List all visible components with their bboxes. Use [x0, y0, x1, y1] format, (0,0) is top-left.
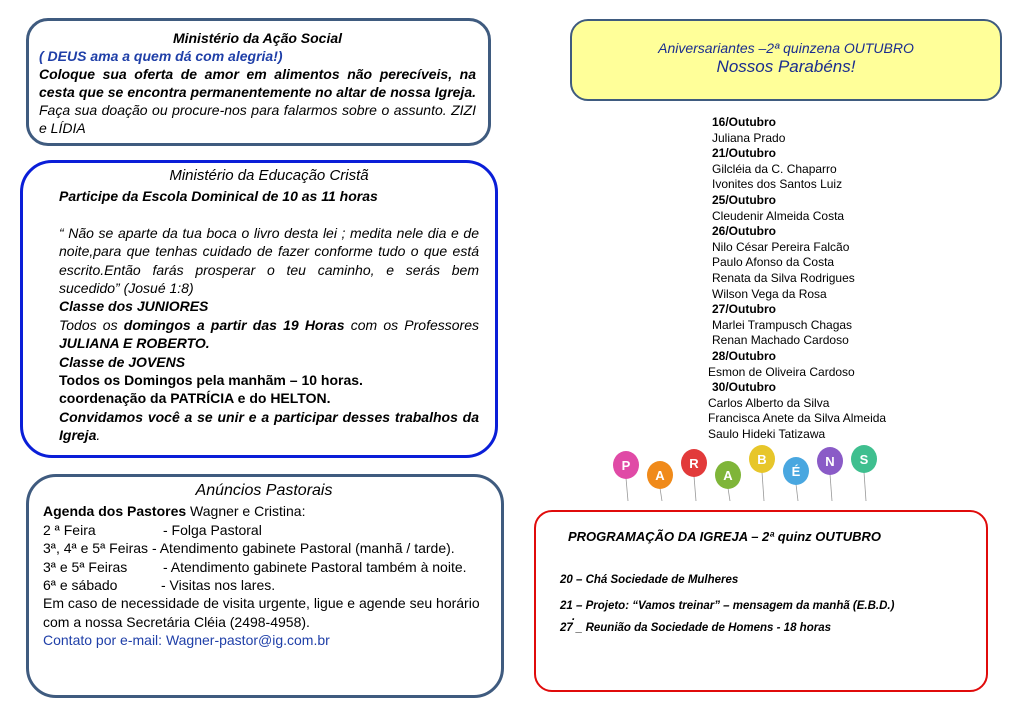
youth-title: Classe de JOVENS	[59, 353, 186, 370]
balloon-letter: B	[757, 452, 767, 467]
birthday-name: Juliana Prado	[712, 130, 786, 145]
balloon	[715, 461, 741, 501]
balloon	[613, 451, 639, 501]
program-item: 21 – Projeto: “Vamos treinar” – mensagem da manhã (E.B.D.)	[560, 600, 895, 612]
agenda-item: 3ª e 5ª Feiras - Atendimento gabinete Pastoral também à noite.	[43, 558, 467, 575]
juniors-schedule: Todos os domingos a partir das 19 Horas com os Professores JULIANA E ROBERTO.	[59, 316, 479, 352]
invite-text: Convidamos você a se unir e a participar desses trabalhos da Igreja.	[59, 408, 479, 444]
balloon	[749, 445, 775, 501]
birthday-name: Nilo César Pereira Falcão	[712, 239, 850, 254]
agenda-item: 6ª e sábado - Visitas nos lares.	[43, 577, 276, 594]
birthday-date: 26/Outubro	[712, 224, 777, 239]
congratulations-text: Nossos Parabéns!	[716, 57, 856, 76]
birthday-date: 21/Outubro	[712, 146, 777, 161]
balloon-letter: A	[723, 468, 733, 483]
birthday-list	[706, 115, 886, 442]
social-subtitle: ( DEUS ama a quem dá com alegria!)	[39, 48, 283, 64]
birthday-name: Wilson Vega da Rosa	[712, 286, 827, 301]
education-title: Ministério da Educação Cristã	[169, 167, 369, 184]
birthday-name: Paulo Afonso da Costa	[712, 255, 835, 270]
balloon-letter: P	[621, 458, 631, 473]
balloons-banner	[612, 445, 884, 501]
agenda-item: 2 ª Feira - Folga Pastoral	[43, 521, 262, 538]
birthday-name: Francisca Anete da Silva Almeida	[708, 411, 887, 426]
birthdays-heading: Aniversariantes –2ª quinzena OUTUBRO	[658, 40, 914, 56]
balloon-letter: S	[859, 452, 869, 467]
birthday-name: Renan Machado Cardoso	[712, 333, 849, 348]
balloon	[681, 449, 707, 501]
program-item: 27 _ Reunião da Sociedade de Homens - 18 horas	[560, 622, 831, 634]
pastoral-announcements-box	[26, 474, 504, 698]
birthday-name: Marlei Trampusch Chagas	[712, 317, 853, 332]
contact-email-link[interactable]: Contato por e-mail: Wagner-pastor@ig.com.br	[43, 632, 330, 649]
program-title: PROGRAMAÇÃO DA IGREJA – 2ª quinz OUTUBRO	[568, 529, 881, 544]
christian-education-box	[20, 160, 498, 458]
birthday-name: Renata da Silva Rodrigues	[712, 270, 855, 285]
bible-verse: “ Não se aparte da tua boca o livro desta lei ; medita nele dia e de noite,para que tenhas cuidado de fazer conforme tudo o que está escrito.Então farás prosperar o teu caminho, e serás bem sucedido” (Josué 1:8)	[59, 224, 479, 297]
birthday-name: Ivonites dos Santos Luiz	[712, 177, 843, 192]
balloon-letter: A	[655, 468, 665, 483]
church-program-box	[534, 510, 988, 692]
pastoral-agenda: Agenda dos Pastores Wagner e Cristina:	[43, 503, 306, 520]
birthday-name: Saulo Hideki Tatizawa	[708, 426, 826, 441]
birthday-name: Esmon de Oliveira Cardoso	[708, 364, 855, 379]
balloon	[783, 457, 809, 501]
balloon-letter: É	[791, 464, 801, 479]
balloon	[851, 445, 877, 501]
balloon-letter: N	[825, 454, 835, 469]
social-body	[39, 65, 476, 137]
birthday-name: Cleudenir Almeida Costa	[712, 208, 845, 223]
birthday-name: Gilcléia da C. Chaparro	[712, 161, 837, 176]
agenda-item: 3ª, 4ª e 5ª Feiras - Atendimento gabinete Pastoral (manhã / tarde).	[43, 540, 455, 557]
social-bold-text: Coloque sua oferta de amor em alimentos não perecíveis, na cesta que se encontra permanentemente no altar de nossa Igreja.	[39, 66, 476, 100]
social-title: Ministério da Ação Social	[172, 30, 343, 46]
sunday-school-text: Participe da Escola Dominical de 10 as 11 horas	[59, 188, 378, 205]
program-item: 20 – Chá Sociedade de Mulheres	[560, 574, 739, 586]
birthday-date: 28/Outubro	[712, 348, 777, 363]
birthday-date: 27/Outubro	[712, 302, 777, 317]
social-normal-text: Faça sua doação ou procure-nos para falarmos sobre o assunto. ZIZI e LÍDIA	[39, 102, 476, 136]
birthday-date: 16/Outubro	[712, 115, 777, 129]
youth-time: Todos os Domingos pela manhãm – 10 horas.	[59, 372, 363, 389]
pastoral-title: Anúncios Pastorais	[195, 482, 333, 499]
social-action-box	[26, 18, 491, 146]
juniors-title: Classe dos JUNIORES	[59, 298, 209, 315]
birthdays-header-box	[570, 19, 1002, 101]
birthday-date: 25/Outubro	[712, 192, 777, 207]
birthday-name: Carlos Alberto da Silva	[708, 395, 830, 410]
youth-coordination: coordenação da PATRÍCIA e do HELTON.	[59, 390, 331, 407]
balloon	[817, 447, 843, 501]
balloon	[647, 461, 673, 501]
birthday-date: 30/Outubro	[712, 380, 777, 395]
stray-dot: .	[572, 611, 576, 623]
balloon-letter: R	[689, 456, 699, 471]
urgent-visit-text: Em caso de necessidade de visita urgente, ligue e agende seu horário com a nossa Secretária Cléia (2498-4958).	[43, 595, 480, 630]
